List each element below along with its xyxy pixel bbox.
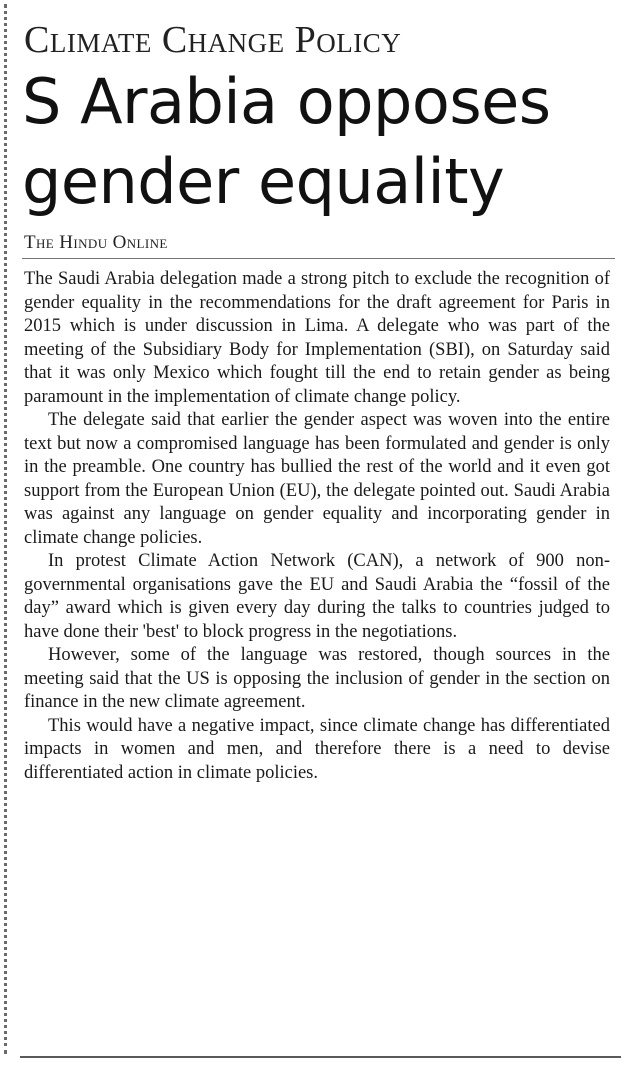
article-body — [24, 268, 610, 785]
headline — [22, 62, 622, 222]
left-dotted-rule — [4, 4, 7, 1054]
paragraph-1: The Saudi Arabia delegation made a strong pitch to exclude the recognition of gender equality in the recommendations for the draft agreement for Paris in 2015 which is under discussion in Lima. A delegate who was part of the meeting of the Subsidiary Body for Implementation (SBI), on Saturday said that it was only Mexico which fought till the end to retain gender as being paramount in the implementation of climate change policy. — [24, 269, 610, 407]
paragraph-3: In protest Climate Action Network (CAN), a network of 900 non-governmental organisations gave the EU and Saudi Arabia the “fossil of the day” award which is given every day during the talks to countries judged to have done their 'best' to block progress in the negotiations. — [24, 551, 610, 642]
section-kicker: Climate Change Policy — [24, 19, 402, 61]
headline-line-1: S Arabia opposes — [22, 65, 551, 138]
bottom-divider — [20, 1056, 621, 1058]
paragraph-4: However, some of the language was restored, though sources in the meeting said that the US is opposing the inclusion of gender in the section on finance in the new climate agreement. — [24, 645, 610, 712]
byline: The Hindu Online — [24, 232, 168, 253]
headline-line-2: gender equality — [22, 145, 505, 218]
byline-divider — [22, 258, 615, 259]
paragraph-2: The delegate said that earlier the gender aspect was woven into the entire text but now a compromised language has been formulated and gender is only in the preamble. One country has bullied the rest of the world and it even got support from the European Union (EU), the delegate pointed out. Saudi Arabia was against any language on gender equality and incorporating gender in climate change policies. — [24, 410, 610, 548]
paragraph-5: This would have a negative impact, since climate change has differentiated impacts in women and men, and therefore there is a need to devise differentiated action in climate policies. — [24, 715, 610, 783]
